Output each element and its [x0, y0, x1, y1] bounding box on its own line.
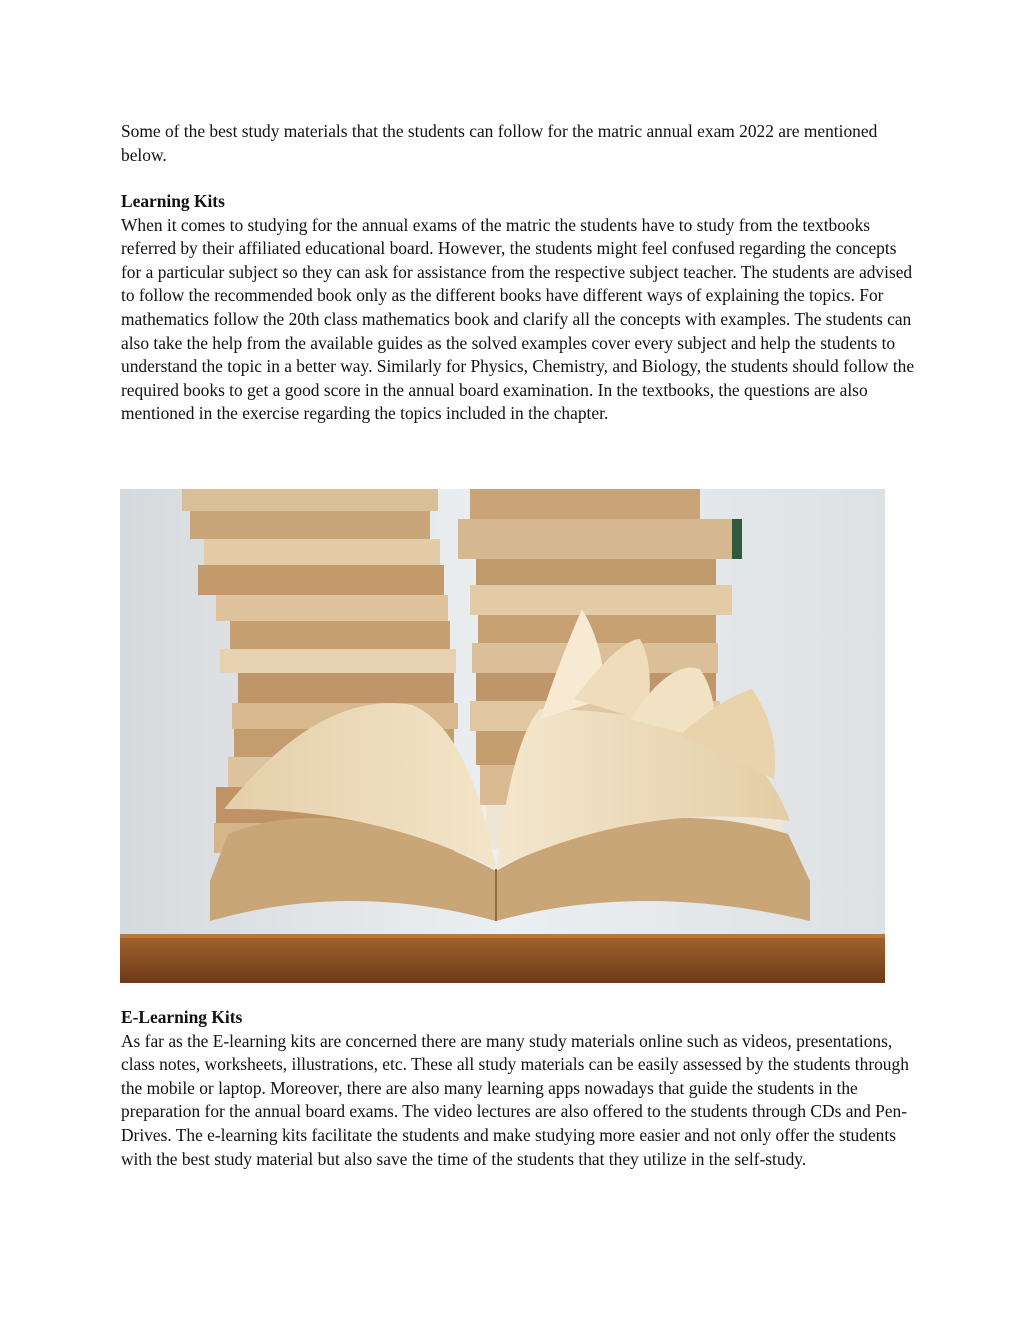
section-heading: E-Learning Kits: [121, 1007, 243, 1027]
section-e-learning-kits: [121, 1006, 921, 1171]
section-learning-kits: [121, 190, 921, 426]
section-body: When it comes to studying for the annual exams of the matric the students have to study from the textbooks referred by their affiliated educational board. However, the students might feel confused regarding the concepts for a particular subject so they can ask for assistance from the respective subject teacher. The students are advised to follow the recommended book only as the different books have different ways of explaining the topics. For mathematics follow the 20th class mathematics book and clarify all the concepts with examples. The students can also take the help from the available guides as the solved examples cover every subject and help the students to understand the topic in a better way. Similarly for Physics, Chemistry, and Biology, the students should follow the required books to get a good score in the annual board examination. In the textbooks, the questions are also mentioned in the exercise regarding the topics included in the chapter.: [121, 214, 915, 424]
section-body: As far as the E-learning kits are concerned there are many study materials online such as videos, presentations, class notes, worksheets, illustrations, etc. These all study materials can be easily assessed by the students through the mobile or laptop. Moreover, there are also many learning apps nowadays that guide the students in the preparation for the annual board exams. The video lectures are also offered to the students through CDs and Pen-Drives. The e-learning kits facilitate the students and make studying more easier and not only offer the students with the best study material but also save the time of the students that they utilize in the self-study.: [121, 1030, 909, 1169]
section-heading: Learning Kits: [121, 191, 225, 211]
wooden-table: [120, 934, 885, 983]
books-photo: [120, 489, 885, 983]
intro-paragraph: Some of the best study materials that the students can follow for the matric annual exam 2022 are mentioned below.: [121, 121, 878, 165]
